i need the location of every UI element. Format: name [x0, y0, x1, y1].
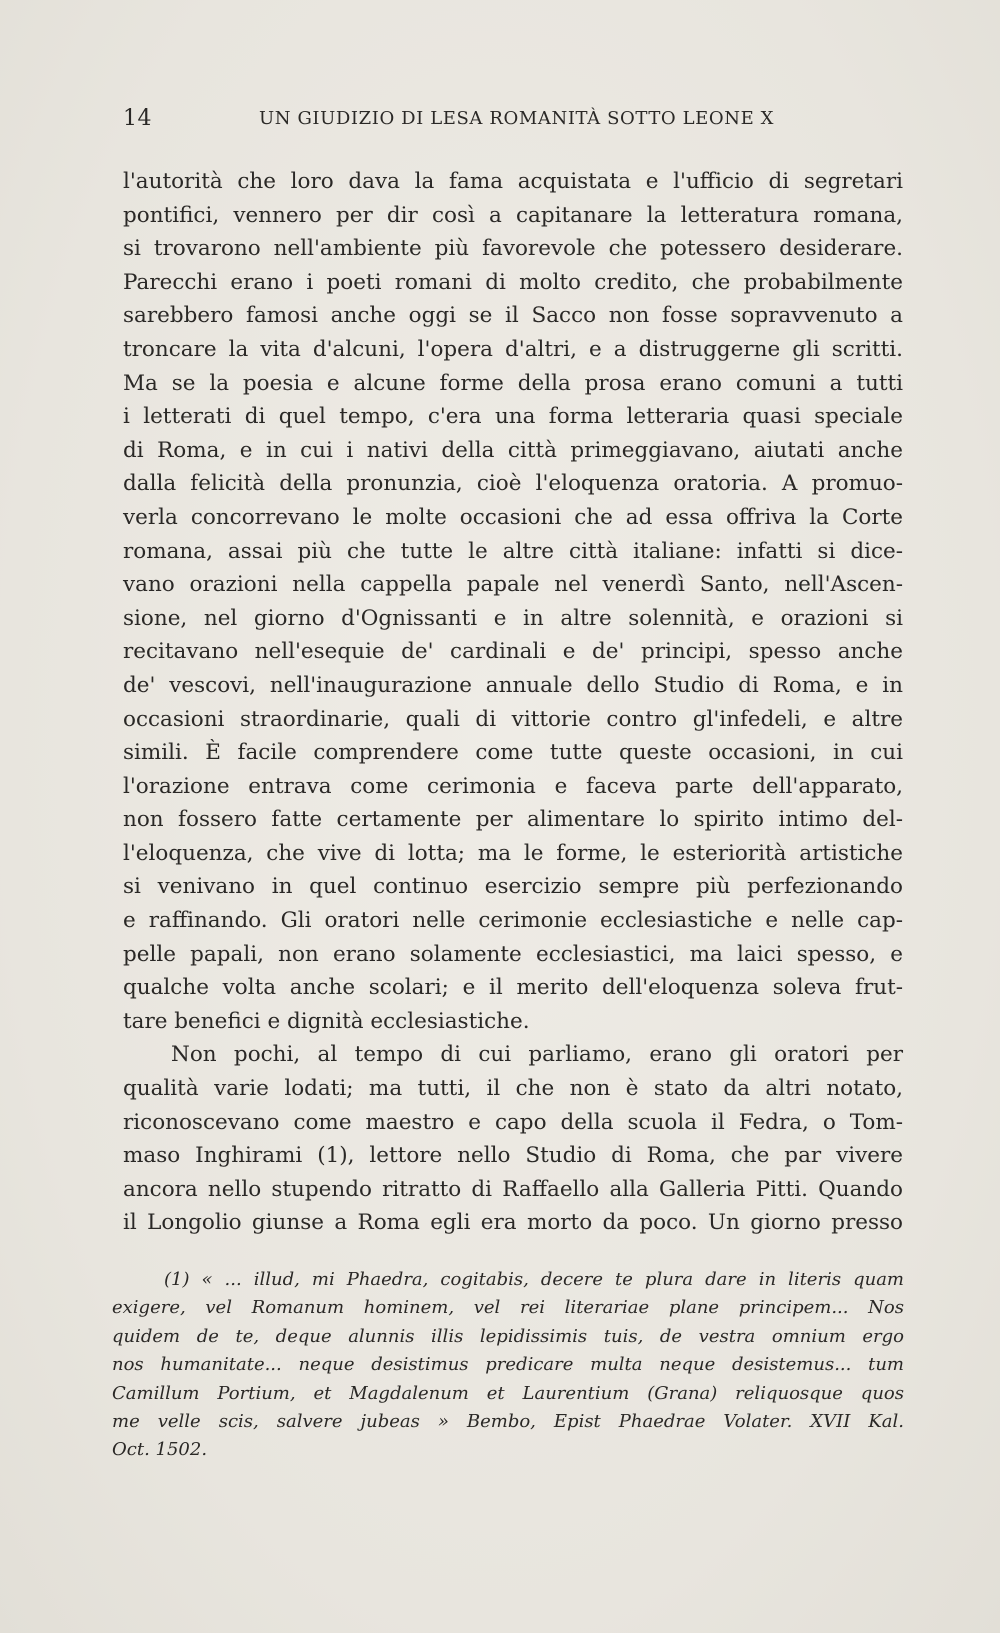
text-line: l'eloquenza, che vive di lotta; ma le forme, le esteriorità artistiche [123, 840, 903, 866]
running-head [123, 106, 903, 134]
text-line: si trovarono nell'ambiente più favorevole che potessero desiderare. [123, 236, 903, 262]
body-text [123, 165, 903, 1240]
text-line: troncare la vita d'alcuni, l'opera d'altri, e a distruggerne gli scritti. [123, 336, 903, 362]
text-line: pelle papali, non erano solamente ecclesiastici, ma laici spesso, e [123, 941, 903, 967]
footnote-line: exigere, vel Romanum hominem, vel rei literariae plane principem... Nos [112, 1297, 904, 1319]
text-line: si venivano in quel continuo esercizio sempre più perfezionando [123, 874, 903, 900]
footnote-line: (1) « ... illud, mi Phaedra, cogitabis, decere te plura dare in literis quam [164, 1269, 904, 1290]
text-line: de' vescovi, nell'inaugurazione annuale dello Studio di Roma, e in [123, 672, 903, 698]
text-line: occasioni straordinarie, quali di vittorie contro gl'infedeli, e altre [123, 706, 903, 732]
text-line: recitavano nell'esequie de' cardinali e de' principi, spesso anche [123, 639, 903, 665]
footnotes [112, 1266, 904, 1465]
text-line: l'orazione entrava come cerimonia e faceva parte dell'apparato, [123, 773, 903, 799]
footnote-line: Oct. 1502. [112, 1439, 208, 1461]
text-line: pontifici, vennero per dir così a capitanare la letteratura romana, [123, 202, 903, 228]
text-line: ancora nello stupendo ritratto di Raffaello alla Galleria Pitti. Quando [123, 1176, 903, 1202]
text-line: riconoscevano come maestro e capo della scuola il Fedra, o Tom- [123, 1109, 903, 1135]
page-number: 14 [123, 106, 152, 131]
footnote-line: nos humanitate... neque desistimus predicare multa neque desistemus... tum [112, 1354, 904, 1376]
text-line: di Roma, e in cui i nativi della città primeggiavano, aiutati anche [123, 437, 903, 463]
text-line: Parecchi erano i poeti romani di molto credito, che probabilmente [123, 269, 903, 295]
text-line: non fossero fatte certamente per alimentare lo spirito intimo del- [123, 807, 903, 833]
text-line: e raffinando. Gli oratori nelle cerimonie ecclesiastiche e nelle cap- [123, 908, 903, 934]
text-line: il Longolio giunse a Roma egli era morto da poco. Un giorno presso [123, 1210, 903, 1236]
text-line: Non pochi, al tempo di cui parliamo, erano gli oratori per [171, 1042, 903, 1068]
running-title: UN GIUDIZIO DI LESA ROMANITÀ SOTTO LEONE X [259, 108, 775, 129]
text-line: qualche volta anche scolari; e il merito dell'eloquenza soleva frut- [123, 975, 903, 1001]
text-line: sione, nel giorno d'Ognissanti e in altre solennità, e orazioni si [123, 605, 903, 631]
footnote-line: quidem de te, deque alunnis illis lepidissimis tuis, de vestra omnium ergo [112, 1325, 904, 1347]
footnote-line: me velle scis, salvere jubeas » Bembo, Epist Phaedrae Volater. XVII Kal. [112, 1410, 904, 1432]
text-line: sarebbero famosi anche oggi se il Sacco non fosse sopravvenuto a [123, 303, 903, 329]
text-line: qualità varie lodati; ma tutti, il che non è stato da altri notato, [123, 1076, 903, 1102]
text-line: simili. È facile comprendere come tutte queste occasioni, in cui [123, 740, 903, 766]
text-line: Ma se la poesia e alcune forme della prosa erano comuni a tutti [123, 370, 903, 396]
text-line: i letterati di quel tempo, c'era una forma letteraria quasi speciale [123, 404, 903, 430]
text-line: maso Inghirami (1), lettore nello Studio di Roma, che par vivere [123, 1143, 903, 1169]
text-line: tare benefici e dignità ecclesiastiche. [123, 1008, 530, 1034]
footnote-line: Camillum Portium, et Magdalenum et Laurentium (Grana) reliquosque quos [112, 1382, 904, 1404]
text-line: l'autorità che loro dava la fama acquistata e l'ufficio di segretari [123, 169, 903, 194]
text-line: verla concorrevano le molte occasioni che ad essa offriva la Corte [123, 504, 903, 530]
text-line: vano orazioni nella cappella papale nel venerdì Santo, nell'Ascen- [123, 572, 903, 598]
text-line: dalla felicità della pronunzia, cioè l'eloquenza oratoria. A promuo- [123, 471, 903, 497]
text-line: romana, assai più che tutte le altre città italiane: infatti si dice- [123, 538, 903, 564]
